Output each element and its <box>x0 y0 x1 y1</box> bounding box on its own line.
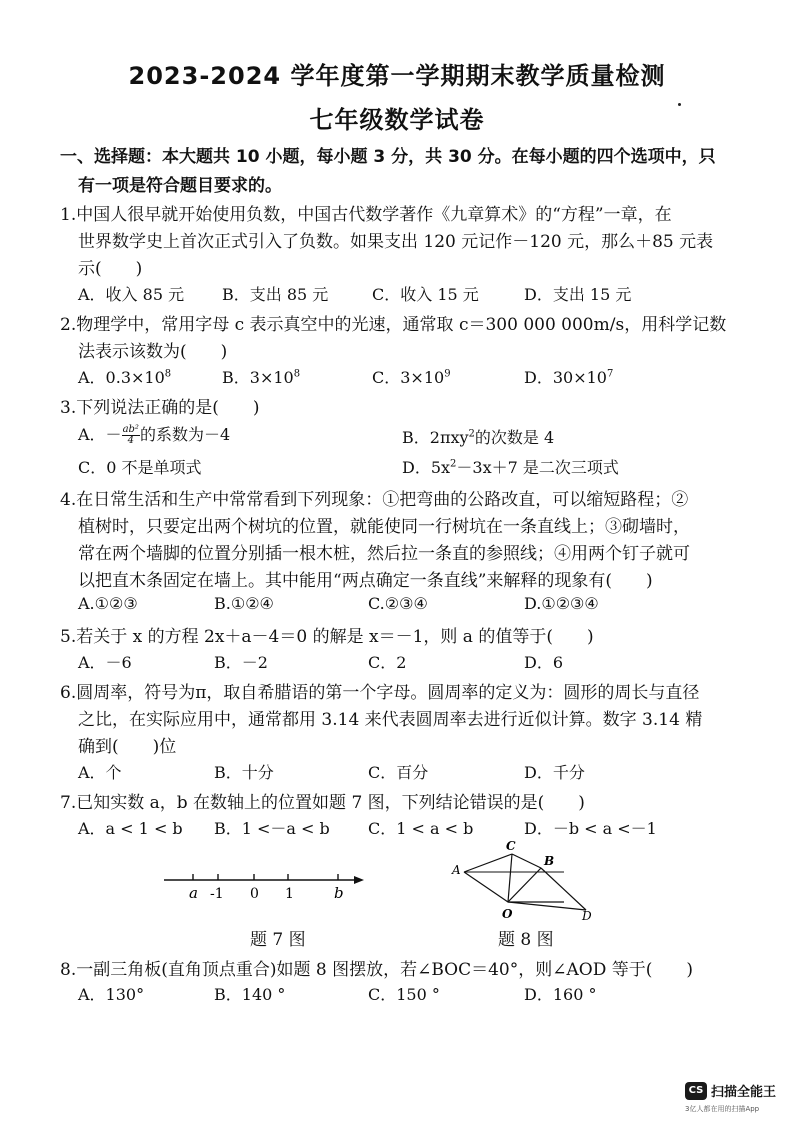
q4-line4: 以把直木条固定在墙上。其中能用“两点确定一条直线”来解释的现象有( ) <box>78 571 653 591</box>
number-line-arrow <box>354 876 364 884</box>
q4-option-d: D.①②③④ <box>524 594 599 613</box>
q3-line1: 3.下列说法正确的是( ) <box>60 398 260 418</box>
q8-option-a: A．130° <box>78 985 145 1004</box>
q1-option-b: B．支出 85 元 <box>222 285 329 304</box>
section-heading-cont: 有一项是符合题目要求的。 <box>78 176 282 196</box>
q1-line2: 世界数学史上首次正式引入了负数。如果支出 120 元记作－120 元，那么＋85 元表 <box>78 232 714 252</box>
q7-line1: 7.已知实数 a，b 在数轴上的位置如题 7 图，下列结论错误的是( ) <box>60 793 585 813</box>
q6-line1: 6.圆周率，符号为π，取自希腊语的第一个字母。圆周率的定义为：圆形的周长与直径 <box>60 683 700 703</box>
scanner-watermark <box>685 1080 791 1120</box>
q5-option-c: C．2 <box>368 653 407 672</box>
q6-option-b: B．十分 <box>214 763 274 782</box>
q6-option-d: D．千分 <box>524 763 585 782</box>
q8-line1: 8.一副三角板(直角顶点重合)如题 8 图摆放，若∠BOC＝40°，则∠AOD 等于( ) <box>60 960 693 980</box>
q5-option-d: D．6 <box>524 653 564 672</box>
q7-option-a: A．a < 1 < b <box>78 819 183 838</box>
label-0: 0 <box>250 886 259 902</box>
figure-7-number-line <box>160 862 370 906</box>
label-C: C <box>506 839 516 853</box>
q6-line3: 确到( )位 <box>78 737 177 757</box>
q5-line1: 5.若关于 x 的方程 2x＋a－4＝0 的解是 x＝－1，则 a 的值等于( ) <box>60 627 594 647</box>
q4-option-b: B.①②④ <box>214 594 274 613</box>
q6-option-c: C．百分 <box>368 763 429 782</box>
speck <box>678 103 681 106</box>
cs-logo-icon: CS <box>685 1082 707 1100</box>
label-O: O <box>502 907 513 920</box>
q1-option-c: C．收入 15 元 <box>372 285 479 304</box>
label-a: a <box>189 884 198 902</box>
q2-option-c: C．$3\times 10^9$ <box>372 368 451 387</box>
q6-option-a: A．个 <box>78 763 122 782</box>
watermark-tagline: 3亿人都在用的扫描App <box>685 1105 760 1113</box>
q4-line1: 4.在日常生活和生产中常常看到下列现象：①把弯曲的公路改直，可以缩短路程；② <box>60 490 689 510</box>
label-B: B <box>544 854 555 868</box>
q7-option-c: C．1 < a < b <box>368 819 474 838</box>
q2-option-b: B．$3\times 10^8$ <box>222 368 301 387</box>
watermark-name: 扫描全能王 <box>711 1085 777 1100</box>
q2-option-d: D．$30\times 10^7$ <box>524 368 614 387</box>
label-D: D <box>582 909 592 920</box>
q5-option-b: B．－2 <box>214 653 268 672</box>
q2-line2: 法表示该数为( ) <box>78 342 228 362</box>
q3-option-c: C．0 不是单项式 <box>78 458 202 477</box>
q3-option-a: A．－ $\frac{\text{ab²}}{4}$ 的系数为－4 <box>78 424 231 446</box>
q2-line1: 2.物理学中，常用字母 c 表示真空中的光速，通常取 c＝300 000 000m/s，用科学记数 <box>60 315 727 335</box>
q8-option-b: B．140 ° <box>214 985 286 1004</box>
exam-title: 2023-2024 学年度第一学期期末教学质量检测 <box>128 62 666 90</box>
figure-8-triangles <box>446 838 596 920</box>
q5-option-a: A．－6 <box>78 653 132 672</box>
figure-7-caption: 题 7 图 <box>250 930 306 950</box>
q4-option-c: C.②③④ <box>368 594 428 613</box>
q8-option-d: D．160 ° <box>524 985 597 1004</box>
label-b: b <box>334 884 344 902</box>
q3-option-b: B．2πxy$^2$的次数是 4 <box>402 428 555 447</box>
q1-option-d: D．支出 15 元 <box>524 285 632 304</box>
label-neg1: -1 <box>210 886 224 902</box>
q1-line3: 示( ) <box>78 259 143 279</box>
label-1: 1 <box>285 886 294 902</box>
exam-subtitle: 七年级数学试卷 <box>309 106 485 134</box>
q4-line3: 常在两个墙脚的位置分别插一根木桩，然后拉一条直的参照线；④用两个钉子就可 <box>78 544 690 564</box>
section-heading: 一、选择题：本大题共 10 小题，每小题 3 分，共 30 分。在每小题的四个选项中，只 <box>60 147 716 167</box>
q7-option-d: D．－b < a <－1 <box>524 819 657 838</box>
q7-option-b: B．1 <－a < b <box>214 819 330 838</box>
label-A: A <box>452 863 461 877</box>
q1-option-a: A．收入 85 元 <box>78 285 185 304</box>
q1-line1: 1.中国人很早就开始使用负数，中国古代数学著作《九章算术》的“方程”一章，在 <box>60 205 672 225</box>
q8-option-c: C．150 ° <box>368 985 440 1004</box>
q3-option-d: D．$5x^2-3x+7$ 是二次三项式 <box>402 458 619 477</box>
figure-8-caption: 题 8 图 <box>498 930 554 950</box>
q2-option-a: A．$0.3\times 10^8$ <box>78 368 172 387</box>
q4-option-a: A.①②③ <box>78 594 138 613</box>
q6-line2: 之比，在实际应用中，通常都用 3.14 来代表圆周率去进行近似计算。数字 3.14 精 <box>78 710 703 730</box>
q4-line2: 植树时，只要定出两个树坑的位置，就能使同一行树坑在一条直线上；③砌墙时， <box>78 517 690 537</box>
